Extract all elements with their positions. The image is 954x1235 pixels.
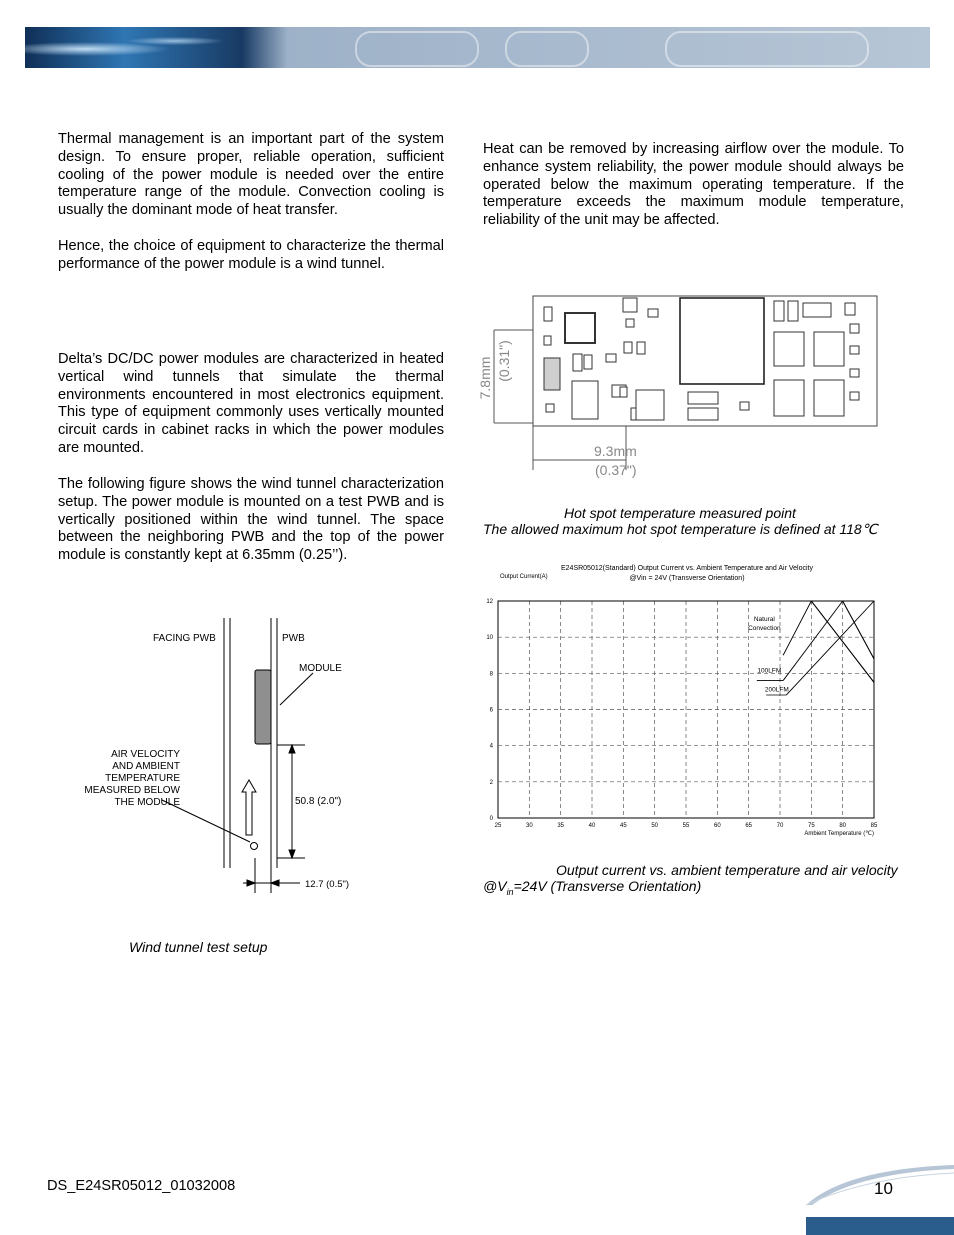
pwb-label: PWB <box>282 633 305 644</box>
chart-annotation-leader <box>786 601 874 695</box>
vertical-dimension-mm: 7.8mm <box>477 356 493 400</box>
chart-x-tick-label: 55 <box>682 823 690 829</box>
chart-x-tick-label: 50 <box>651 823 659 829</box>
chart-y-tick-label: 10 <box>486 635 493 642</box>
air-velocity-label-line: TEMPERATURE <box>105 773 180 784</box>
hotspot-caption-line1: Hot spot temperature measured point <box>564 505 796 521</box>
chart-series-line <box>498 601 874 682</box>
chart-x-tick-label: 30 <box>525 823 533 829</box>
chart-x-tick-label: 25 <box>494 823 502 829</box>
hotspot-board-figure <box>476 290 886 480</box>
chart-annotation-leader <box>783 601 811 655</box>
air-velocity-label-line: MEASURED BELOW <box>84 785 180 796</box>
caption-vin-prefix: @V <box>483 878 507 894</box>
chart-annotation-label: Convection <box>748 624 781 632</box>
air-velocity-label-line: THE MODULE <box>114 797 180 808</box>
chart-x-axis-label: Ambient Temperature (℃) <box>804 831 874 837</box>
chart-annotation-leader <box>783 601 843 681</box>
banner-logo-shape <box>505 31 589 67</box>
caption-vin-suffix: =24V (Transverse Orientation) <box>513 878 702 894</box>
facing-pwb-label: FACING PWB <box>153 633 216 644</box>
module-label: MODULE <box>299 663 342 674</box>
banner-logo-shape <box>665 31 869 67</box>
chart-annotation-label: Natural <box>753 615 775 623</box>
chart-x-tick-label: 80 <box>839 823 847 829</box>
wind-tunnel-caption: Wind tunnel test setup <box>129 939 268 955</box>
derating-chart <box>478 560 888 840</box>
chart-x-tick-label: 75 <box>807 823 815 829</box>
chart-x-tick-label: 60 <box>713 823 721 829</box>
page-number: 10 <box>874 1179 893 1198</box>
header-banner <box>25 27 930 68</box>
footer-corner-graphic <box>806 1163 954 1235</box>
chart-y-tick-label: 0 <box>489 816 493 822</box>
chart-x-tick-label: 85 <box>870 823 878 829</box>
horizontal-dimension-in: (0.37") <box>595 462 637 478</box>
chart-y-tick-label: 8 <box>489 671 493 678</box>
chart-x-tick-label: 45 <box>619 823 627 829</box>
height-dimension-label: 50.8 (2.0") <box>295 796 342 807</box>
wind-tunnel-diagram <box>70 610 390 900</box>
chart-y-tick-label: 4 <box>489 743 493 750</box>
airflow-paragraph: Heat can be removed by increasing airflow over the module. To enhance system reliability, the power module should always be operated below the maximum operating temperature. If the temperature exceeds the maximum module temperature, reliability of the unit may be affected. <box>483 141 904 229</box>
chart-annotation-label: 100LFM <box>757 667 782 675</box>
air-velocity-label-line: AND AMBIENT <box>112 761 180 772</box>
chart-caption-line1: Output current vs. ambient temperature and air velocity <box>556 862 898 878</box>
chart-x-tick-label: 65 <box>745 823 753 829</box>
banner-logo-shape <box>355 31 479 67</box>
chart-subtitle: @Vin = 24V (Transverse Orientation) <box>629 575 745 582</box>
chart-y-tick-label: 6 <box>489 707 493 714</box>
vertical-dimension-in: (0.31") <box>496 340 512 382</box>
banner-light-swoosh <box>25 27 245 68</box>
chart-caption-line2 <box>483 878 701 897</box>
setup-description-paragraph: The following figure shows the wind tunnel characterization setup. The power module is mounted on a test PWB and is vertically positioned within the wind tunnel. The space between the neighboring PWB and the top of the power module is constantly kept at 6.35mm (0.25’’). <box>58 476 444 564</box>
chart-x-tick-label: 70 <box>776 823 784 829</box>
chart-y-tick-label: 2 <box>489 779 493 786</box>
chart-y-axis-label: Output Current(A) <box>500 574 548 580</box>
chart-x-tick-label: 35 <box>557 823 565 829</box>
chart-y-tick-label: 12 <box>486 599 493 605</box>
caption-vin-subscript: in <box>506 886 514 897</box>
width-dimension-label: 12.7 (0.5") <box>305 879 350 890</box>
wind-tunnel-paragraph: Hence, the choice of equipment to characterize the thermal performance of the power module is a wind tunnel. <box>58 238 444 272</box>
chart-title: E24SR05012(Standard) Output Current vs. Ambient Temperature and Air Velocity <box>560 565 814 572</box>
delta-modules-paragraph: Delta’s DC/DC power modules are characterized in heated vertical wind tunnels that simulate the thermal environments encountered in most electronics equipment. This type of equipment commonly uses vertically mounted circuit cards in cabinet racks in which the power modules are mounted. <box>58 351 444 456</box>
chart-x-tick-label: 40 <box>588 823 596 829</box>
air-velocity-label-line: AIR VELOCITY <box>111 749 180 760</box>
chart-annotation-label: 200LFM <box>764 686 789 694</box>
footer-blue-bar <box>806 1217 954 1235</box>
thermal-intro-paragraph: Thermal management is an important part of the system design. To ensure proper, reliable operation, sufficient cooling of the power module is needed over the entire temperature range of the module. Convection cooling is usually the dominant mode of heat transfer. <box>58 131 444 219</box>
transformer-hotspot <box>680 298 764 384</box>
hotspot-caption-line2: The allowed maximum hot spot temperature is defined at 118℃ <box>483 521 878 537</box>
document-id: DS_E24SR05012_01032008 <box>47 1178 236 1194</box>
module-block <box>255 670 271 744</box>
horizontal-dimension-mm: 9.3mm <box>594 443 637 459</box>
